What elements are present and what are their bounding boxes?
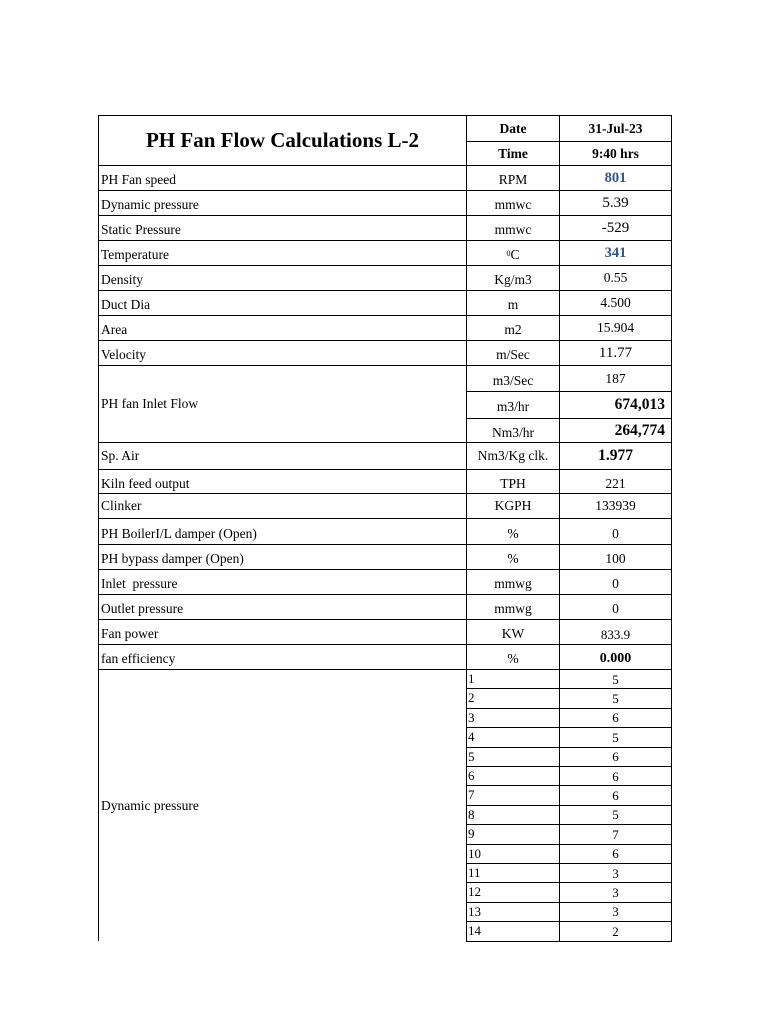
dp-reading-index: 6: [467, 767, 560, 786]
time-label: Time: [467, 142, 560, 166]
row-label-dynamic-pressure: Dynamic pressure: [99, 191, 467, 216]
row-value-dynamic-pressure: 5.39: [560, 191, 672, 216]
row-label-static-pressure: Static Pressure: [99, 216, 467, 241]
row-value-bypass-damper: 100: [560, 545, 672, 570]
dp-block-label: Dynamic pressure: [99, 670, 467, 942]
row-value-fan-efficiency: 0.000: [560, 645, 672, 670]
dp-reading-index: 7: [467, 786, 560, 805]
dp-reading-index: 9: [467, 825, 560, 844]
dp-reading-value: 3: [560, 864, 672, 883]
row-unit-static-pressure: mmwc: [467, 216, 560, 241]
date-value: 31-Jul-23: [560, 116, 672, 142]
row-label-inlet-flow: PH fan Inlet Flow: [99, 366, 467, 443]
row-unit-clinker: KGPH: [467, 494, 560, 519]
dp-reading-index: 13: [467, 903, 560, 922]
row-unit-boiler-damper: %: [467, 519, 560, 545]
row-unit-duct-dia: m: [467, 291, 560, 316]
row-unit-fan-speed: RPM: [467, 166, 560, 191]
sheet-title: PH Fan Flow Calculations L-2: [99, 116, 467, 166]
degree-sup: 0: [506, 249, 511, 258]
row-value-density: 0.55: [560, 266, 672, 291]
row-value-velocity: 11.77: [560, 341, 672, 366]
row-unit-fan-efficiency: %: [467, 645, 560, 670]
row-value-boiler-damper: 0: [560, 519, 672, 545]
row-unit-velocity: m/Sec: [467, 341, 560, 366]
row-value-area: 15.904: [560, 316, 672, 341]
row-label-velocity: Velocity: [99, 341, 467, 366]
row-label-fan-speed: PH Fan speed: [99, 166, 467, 191]
row-unit-density: Kg/m3: [467, 266, 560, 291]
dp-reading-index: 8: [467, 806, 560, 825]
date-label: Date: [467, 116, 560, 142]
row-unit-kiln-feed: TPH: [467, 470, 560, 494]
dp-reading-value: 6: [560, 767, 672, 786]
row-value-inlet-pressure: 0: [560, 570, 672, 595]
dp-reading-value: 3: [560, 883, 672, 902]
row-label-outlet-pressure: Outlet pressure: [99, 595, 467, 620]
dp-reading-index: 10: [467, 845, 560, 864]
dp-reading-value: 5: [560, 670, 672, 689]
dp-reading-index: 12: [467, 883, 560, 902]
row-unit-temperature: [467, 241, 560, 266]
row-label-bypass-damper: PH bypass damper (Open): [99, 545, 467, 570]
dp-reading-index: 1: [467, 670, 560, 689]
row-label-inlet-pressure: Inlet pressure: [99, 570, 467, 595]
row-value-nm3hr: 264,774: [560, 419, 672, 443]
row-unit-nm3hr: Nm3/hr: [467, 419, 560, 443]
dp-reading-value: 5: [560, 806, 672, 825]
dp-reading-value: 5: [560, 728, 672, 747]
row-value-kiln-feed: 221: [560, 470, 672, 494]
dp-reading-value: 2: [560, 922, 672, 941]
dp-reading-index: 3: [467, 709, 560, 728]
dp-reading-index: 2: [467, 689, 560, 708]
row-value-fan-power: 833.9: [560, 620, 672, 645]
row-label-density: Density: [99, 266, 467, 291]
row-value-static-pressure: -529: [560, 216, 672, 241]
row-unit-area: m2: [467, 316, 560, 341]
row-value-duct-dia: 4.500: [560, 291, 672, 316]
row-value-sp-air: 1.977: [560, 443, 672, 470]
row-value-m3hr: 674,013: [560, 392, 672, 419]
row-label-sp-air: Sp. Air: [99, 443, 467, 470]
row-label-duct-dia: Duct Dia: [99, 291, 467, 316]
row-unit-inlet-pressure: mmwg: [467, 570, 560, 595]
row-unit-m3sec: m3/Sec: [467, 366, 560, 392]
row-value-fan-speed: 801: [560, 166, 672, 191]
row-unit-fan-power: KW: [467, 620, 560, 645]
row-value-m3sec: 187: [560, 366, 672, 392]
row-label-area: Area: [99, 316, 467, 341]
dp-reading-value: 5: [560, 689, 672, 708]
row-unit-sp-air: Nm3/Kg clk.: [467, 443, 560, 470]
dp-reading-index: 4: [467, 728, 560, 747]
row-label-boiler-damper: PH BoilerI/L damper (Open): [99, 519, 467, 545]
row-value-outlet-pressure: 0: [560, 595, 672, 620]
row-unit-bypass-damper: %: [467, 545, 560, 570]
dp-reading-value: 6: [560, 845, 672, 864]
dp-reading-value: 6: [560, 709, 672, 728]
dp-reading-index: 11: [467, 864, 560, 883]
row-label-kiln-feed: Kiln feed output: [99, 470, 467, 494]
row-value-clinker: 133939: [560, 494, 672, 519]
row-unit-m3hr: m3/hr: [467, 392, 560, 419]
dp-reading-index: 5: [467, 748, 560, 767]
temperature-unit-text: C: [510, 247, 520, 263]
time-value: 9:40 hrs: [560, 142, 672, 166]
row-unit-outlet-pressure: mmwg: [467, 595, 560, 620]
row-label-temperature: Temperature: [99, 241, 467, 266]
dp-reading-value: 6: [560, 786, 672, 805]
row-label-clinker: Clinker: [99, 494, 467, 519]
dp-reading-index: 14: [467, 922, 560, 941]
row-label-fan-power: Fan power: [99, 620, 467, 645]
row-label-fan-efficiency: fan efficiency: [99, 645, 467, 670]
calculation-sheet: [98, 115, 672, 941]
row-value-temperature: 341: [560, 241, 672, 266]
dp-reading-value: 6: [560, 748, 672, 767]
row-unit-dynamic-pressure: mmwc: [467, 191, 560, 216]
dp-reading-value: 7: [560, 825, 672, 844]
dp-reading-value: 3: [560, 903, 672, 922]
